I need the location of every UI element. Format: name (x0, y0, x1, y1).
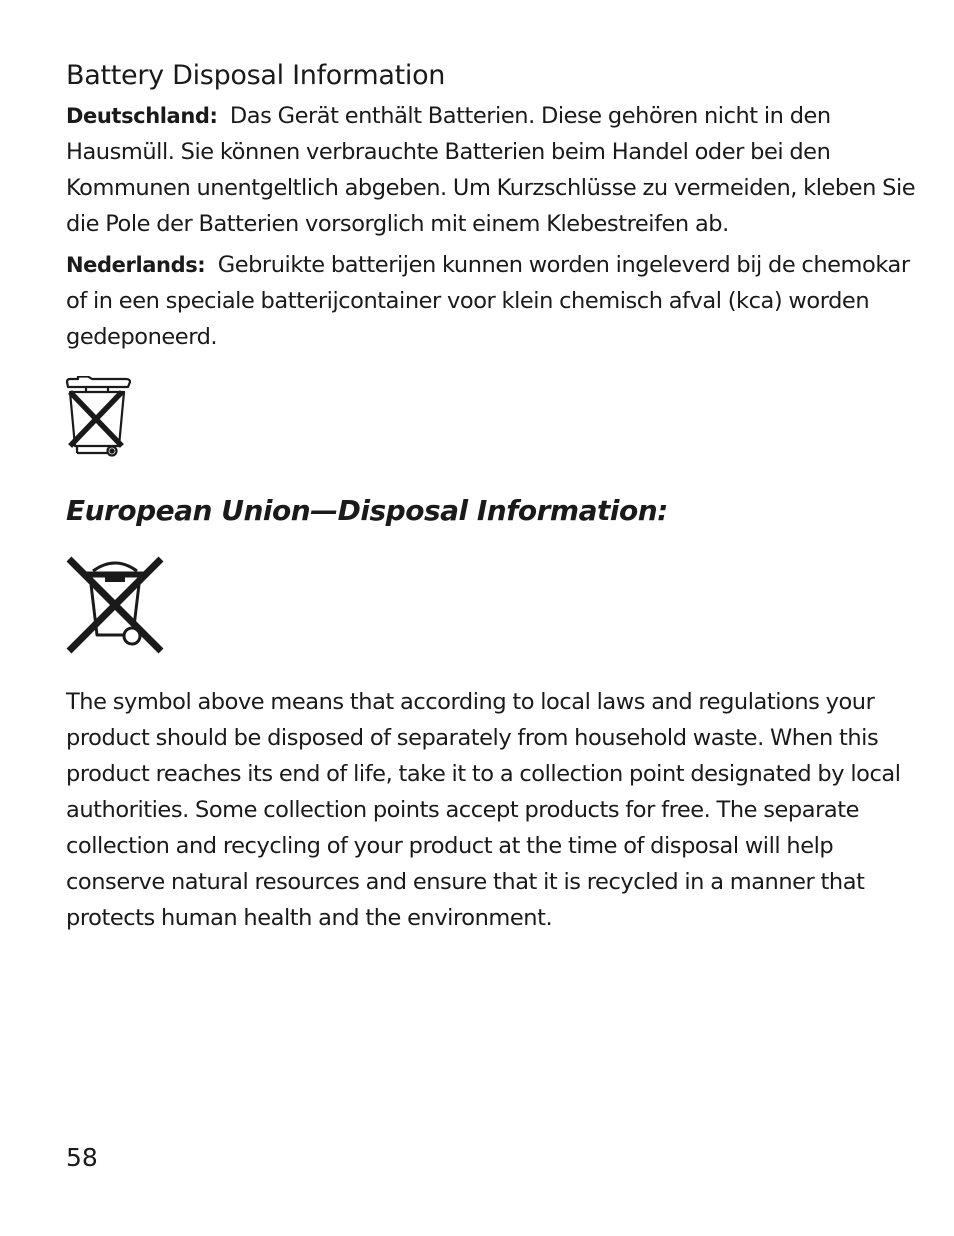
deutschland-label: Deutschland: (66, 104, 218, 128)
nederlands-label: Nederlands: (66, 253, 206, 277)
battery-disposal-heading: Battery Disposal Information (66, 60, 446, 91)
eu-disposal-paragraph: The symbol above means that according to local laws and regulations your product should be disposed of separately from household waste. When this product reaches its end of life, take it to a collection point designated by local authorities. Some collection points accept products for free. The separate collection and recycling of your product at the time of disposal will help conserve natural resources and ensure that it is recycled in a manner that protects human health and the environment. (66, 689, 901, 931)
deutschland-text: Das Gerät enthält Batterien. Diese gehören nicht in den Hausmüll. Sie können verbrauchte Batterien beim Handel oder bei den Kommunen unentgeltlich abgeben. Um Kurzschlüsse zu vermeiden, kleben Sie die Pole der Batterien vorsorglich mit einem Klebestreifen ab. (66, 103, 916, 237)
crossed-out-wheelie-bin-icon (66, 556, 164, 654)
nederlands-paragraph (66, 247, 916, 355)
eu-disposal-heading: European Union—Disposal Information: (66, 494, 668, 527)
crossed-out-battery-bin-icon (64, 376, 132, 458)
page-number: 58 (66, 1143, 98, 1172)
nederlands-text: Gebruikte batterijen kunnen worden ingeleverd bij de chemokar of in een speciale batterijcontainer voor klein chemisch afval (kca) worden gedeponeerd. (66, 252, 910, 350)
deutschland-paragraph (66, 98, 916, 242)
